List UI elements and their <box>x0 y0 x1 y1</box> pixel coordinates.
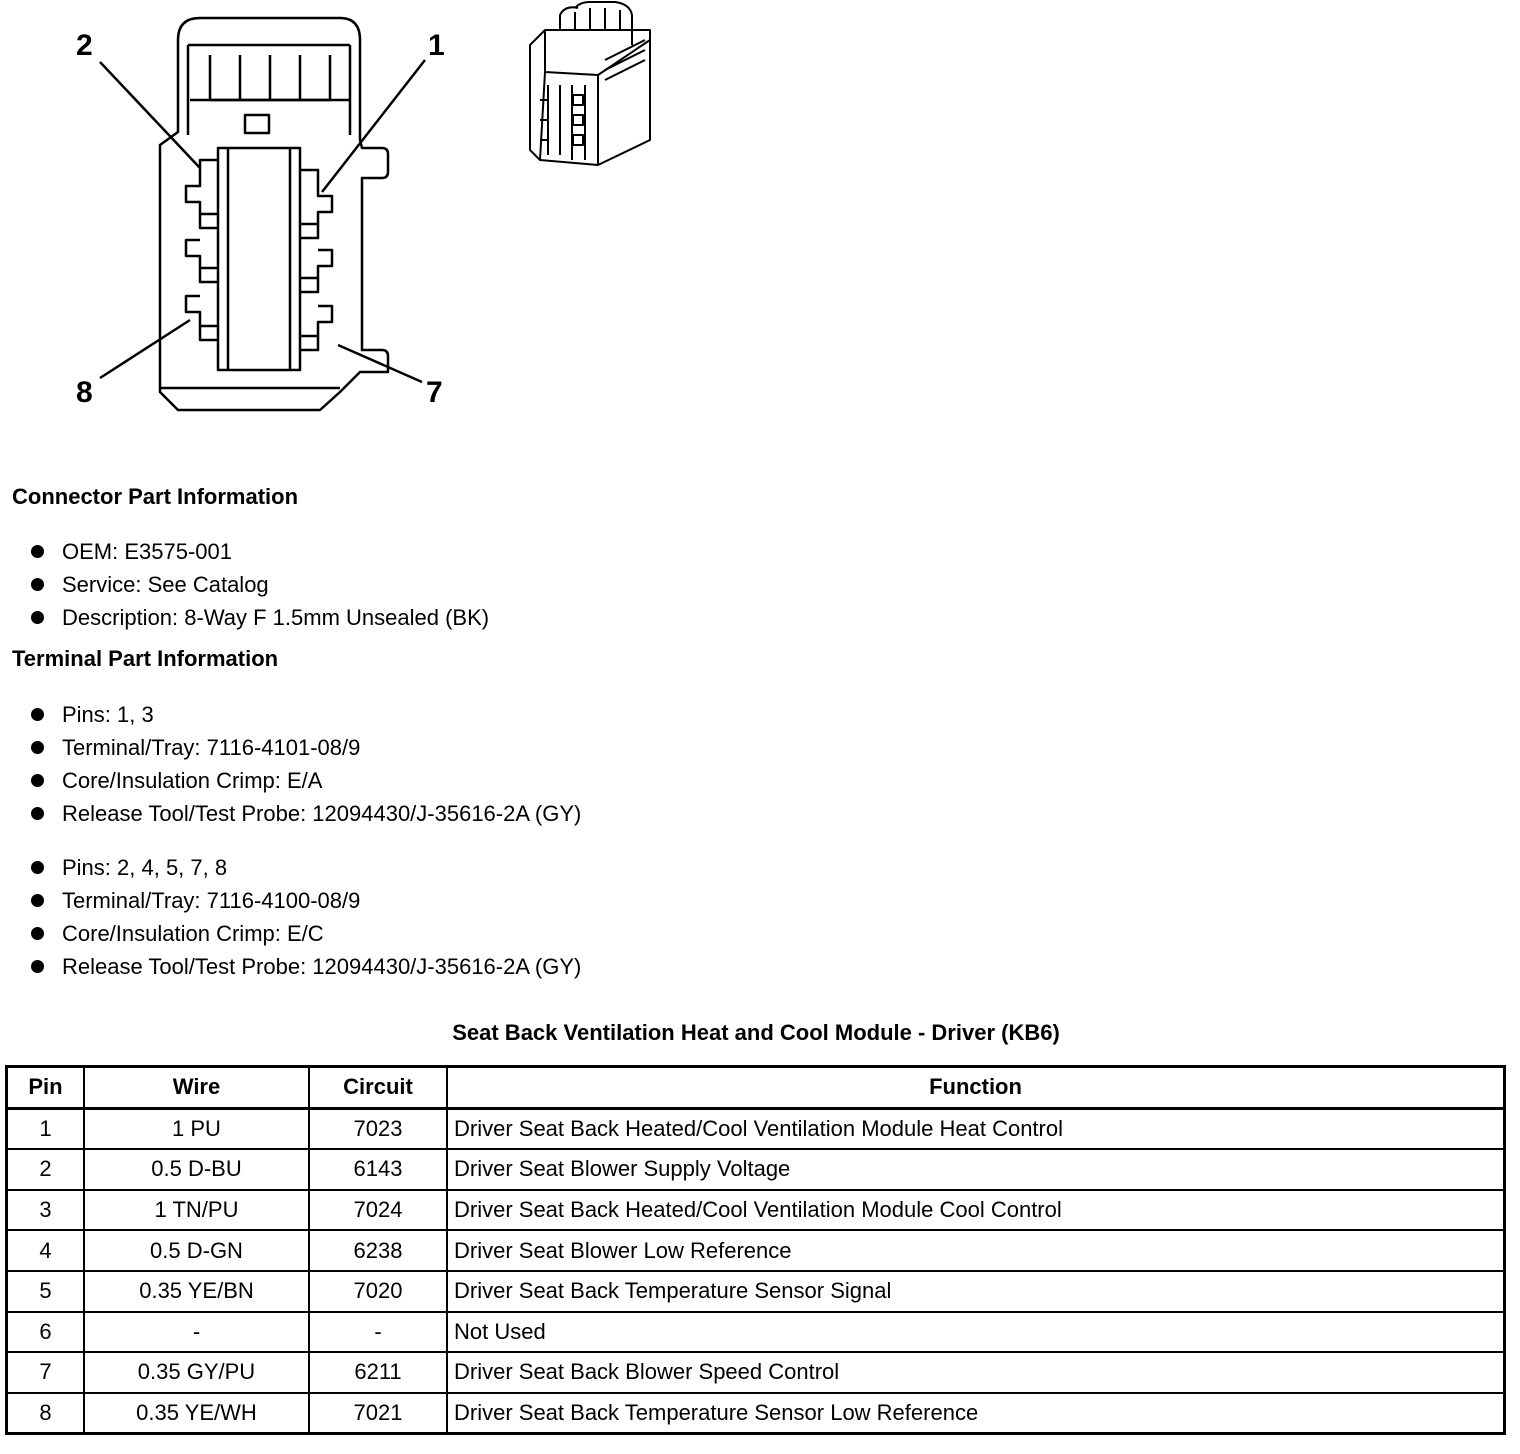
table-row <box>7 1312 1505 1353</box>
cell-circuit: 7020 <box>309 1271 447 1312</box>
list-item: Service: See Catalog <box>28 568 489 601</box>
connector-part-info-heading: Connector Part Information <box>12 484 299 509</box>
cell-pin: 8 <box>7 1393 85 1434</box>
cell-circuit: 7023 <box>309 1108 447 1149</box>
pin-label-1: 1 <box>428 29 445 62</box>
header-function: Function <box>447 1067 1505 1109</box>
cell-pin: 3 <box>7 1190 85 1231</box>
bullet-icon <box>31 894 44 907</box>
table-row <box>7 1393 1505 1434</box>
cell-pin: 7 <box>7 1352 85 1393</box>
table-row <box>7 1230 1505 1271</box>
cell-pin: 6 <box>7 1312 85 1353</box>
list-item: Pins: 2, 4, 5, 7, 8 <box>28 851 581 884</box>
list-item: Core/Insulation Crimp: E/A <box>28 764 581 797</box>
table-row <box>7 1271 1505 1312</box>
cell-circuit: 7024 <box>309 1190 447 1231</box>
table-row <box>7 1108 1505 1149</box>
bullet-icon <box>31 927 44 940</box>
cell-function: Driver Seat Back Blower Speed Control <box>447 1352 1505 1393</box>
cell-circuit: - <box>309 1312 447 1353</box>
cell-function: Driver Seat Blower Supply Voltage <box>447 1149 1505 1190</box>
pin-table-title: Seat Back Ventilation Heat and Cool Module - Driver (KB6) <box>452 1020 1060 1045</box>
list-item: OEM: E3575-001 <box>28 535 489 568</box>
cell-function: Driver Seat Back Heated/Cool Ventilation Module Heat Control <box>447 1108 1505 1149</box>
header-circuit: Circuit <box>309 1067 447 1109</box>
cell-function: Not Used <box>447 1312 1505 1353</box>
terminal-part-info-heading: Terminal Part Information <box>12 646 279 671</box>
bullet-icon <box>31 861 44 874</box>
terminal-group-1-list <box>28 698 581 830</box>
cell-function: Driver Seat Blower Low Reference <box>447 1230 1505 1271</box>
header-wire: Wire <box>84 1067 309 1109</box>
cell-circuit: 7021 <box>309 1393 447 1434</box>
table-row <box>7 1190 1505 1231</box>
cell-wire: 0.5 D-GN <box>84 1230 309 1271</box>
list-item: Release Tool/Test Probe: 12094430/J-35616-2A (GY) <box>28 950 581 983</box>
cell-wire: 0.35 YE/BN <box>84 1271 309 1312</box>
cell-wire: 1 TN/PU <box>84 1190 309 1231</box>
header-pin: Pin <box>7 1067 85 1109</box>
pin-label-7: 7 <box>426 376 443 409</box>
bullet-icon <box>31 578 44 591</box>
list-item: Terminal/Tray: 7116-4101-08/9 <box>28 731 581 764</box>
cell-pin: 1 <box>7 1108 85 1149</box>
table-row <box>7 1149 1505 1190</box>
pin-label-8: 8 <box>76 376 93 409</box>
bullet-icon <box>31 741 44 754</box>
cell-function: Driver Seat Back Temperature Sensor Low Reference <box>447 1393 1505 1434</box>
connector-part-info-list <box>28 535 489 634</box>
cell-wire: 0.35 YE/WH <box>84 1393 309 1434</box>
cell-circuit: 6211 <box>309 1352 447 1393</box>
table-row <box>7 1352 1505 1393</box>
cell-pin: 2 <box>7 1149 85 1190</box>
bullet-icon <box>31 708 44 721</box>
bullet-icon <box>31 807 44 820</box>
pin-table <box>5 1065 1506 1435</box>
connector-diagram <box>0 0 700 440</box>
bullet-icon <box>31 960 44 973</box>
pin-label-2: 2 <box>76 29 93 62</box>
cell-wire: - <box>84 1312 309 1353</box>
terminal-group-2-list <box>28 851 581 983</box>
cell-function: Driver Seat Back Temperature Sensor Signal <box>447 1271 1505 1312</box>
connector-isometric-view <box>530 2 650 165</box>
list-item: Release Tool/Test Probe: 12094430/J-35616-2A (GY) <box>28 797 581 830</box>
cell-wire: 0.35 GY/PU <box>84 1352 309 1393</box>
table-header-row <box>7 1067 1505 1109</box>
cell-pin: 5 <box>7 1271 85 1312</box>
list-item: Description: 8-Way F 1.5mm Unsealed (BK) <box>28 601 489 634</box>
list-item: Core/Insulation Crimp: E/C <box>28 917 581 950</box>
cell-function: Driver Seat Back Heated/Cool Ventilation Module Cool Control <box>447 1190 1505 1231</box>
list-item: Terminal/Tray: 7116-4100-08/9 <box>28 884 581 917</box>
cell-circuit: 6143 <box>309 1149 447 1190</box>
bullet-icon <box>31 611 44 624</box>
cell-pin: 4 <box>7 1230 85 1271</box>
bullet-icon <box>31 774 44 787</box>
cell-wire: 0.5 D-BU <box>84 1149 309 1190</box>
list-item: Pins: 1, 3 <box>28 698 581 731</box>
cell-circuit: 6238 <box>309 1230 447 1271</box>
cell-wire: 1 PU <box>84 1108 309 1149</box>
bullet-icon <box>31 545 44 558</box>
